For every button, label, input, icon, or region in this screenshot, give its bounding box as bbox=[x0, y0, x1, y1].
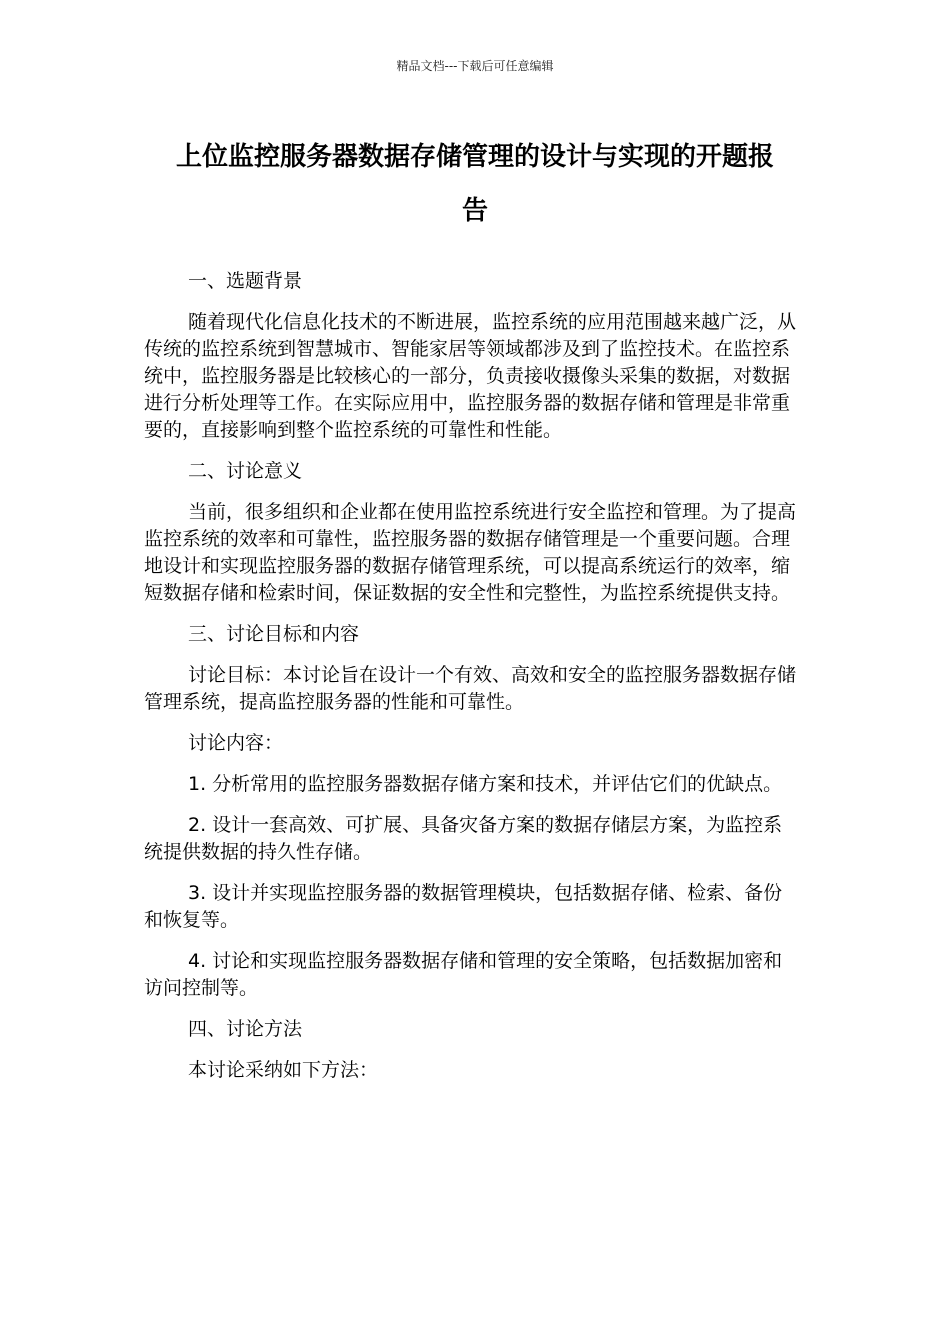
paragraph-background: 随着现代化信息化技术的不断进展，监控系统的应用范围越来越广泛，从传统的监控系统到智慧城市、智能家居等领域都涉及到了监控技术。在监控系统中，监控服务器是比较核心的一部分，负责接收摄像头采集的数据，对数据进行分析处理等工作。在实际应用中，监控服务器的数据存储和管理是非常重要的，直接影响到整个监控系统的可靠性和性能。 bbox=[144, 311, 797, 441]
document-title bbox=[140, 130, 810, 238]
list-item-3: 3. 设计并实现监控服务器的数据管理模块，包括数据存储、检索、备份和恢复等。 bbox=[144, 882, 783, 931]
paragraph-content-label: 讨论内容： bbox=[188, 732, 284, 754]
paragraph-methods: 本讨论采纳如下方法： bbox=[188, 1059, 379, 1081]
section-heading-methods: 四、讨论方法 bbox=[188, 1018, 303, 1040]
header-note: 精品文档---下载后可任意编辑 bbox=[396, 59, 554, 73]
title-line-2: 告 bbox=[461, 196, 488, 226]
list-item-4: 4. 讨论和实现监控服务器数据存储和管理的安全策略，包括数据加密和访问控制等。 bbox=[144, 950, 783, 999]
paragraph-significance: 当前，很多组织和企业都在使用监控系统进行安全监控和管理。为了提高监控系统的效率和可靠性，监控服务器的数据存储管理是一个重要问题。合理地设计和实现监控服务器的数据存储管理系统，可以提高系统运行的效率，缩短数据存储和检索时间，保证数据的安全性和完整性，为监控系统提供支持。 bbox=[144, 501, 797, 604]
list-item-1: 1. 分析常用的监控服务器数据存储方案和技术，并评估它们的优缺点。 bbox=[188, 773, 783, 795]
title-line-1: 上位监控服务器数据存储管理的设计与实现的开题报 bbox=[175, 142, 774, 172]
list-item-2: 2. 设计一套高效、可扩展、具备灾备方案的数据存储层方案，为监控系统提供数据的持久性存储。 bbox=[144, 814, 783, 863]
section-heading-goals: 三、讨论目标和内容 bbox=[188, 623, 360, 645]
paragraph-goal: 讨论目标：本讨论旨在设计一个有效、高效和安全的监控服务器数据存储管理系统，提高监控服务器的性能和可靠性。 bbox=[144, 664, 797, 713]
section-heading-significance: 二、讨论意义 bbox=[188, 460, 303, 482]
section-heading-background: 一、选题背景 bbox=[188, 270, 303, 292]
document-body bbox=[144, 268, 800, 1098]
